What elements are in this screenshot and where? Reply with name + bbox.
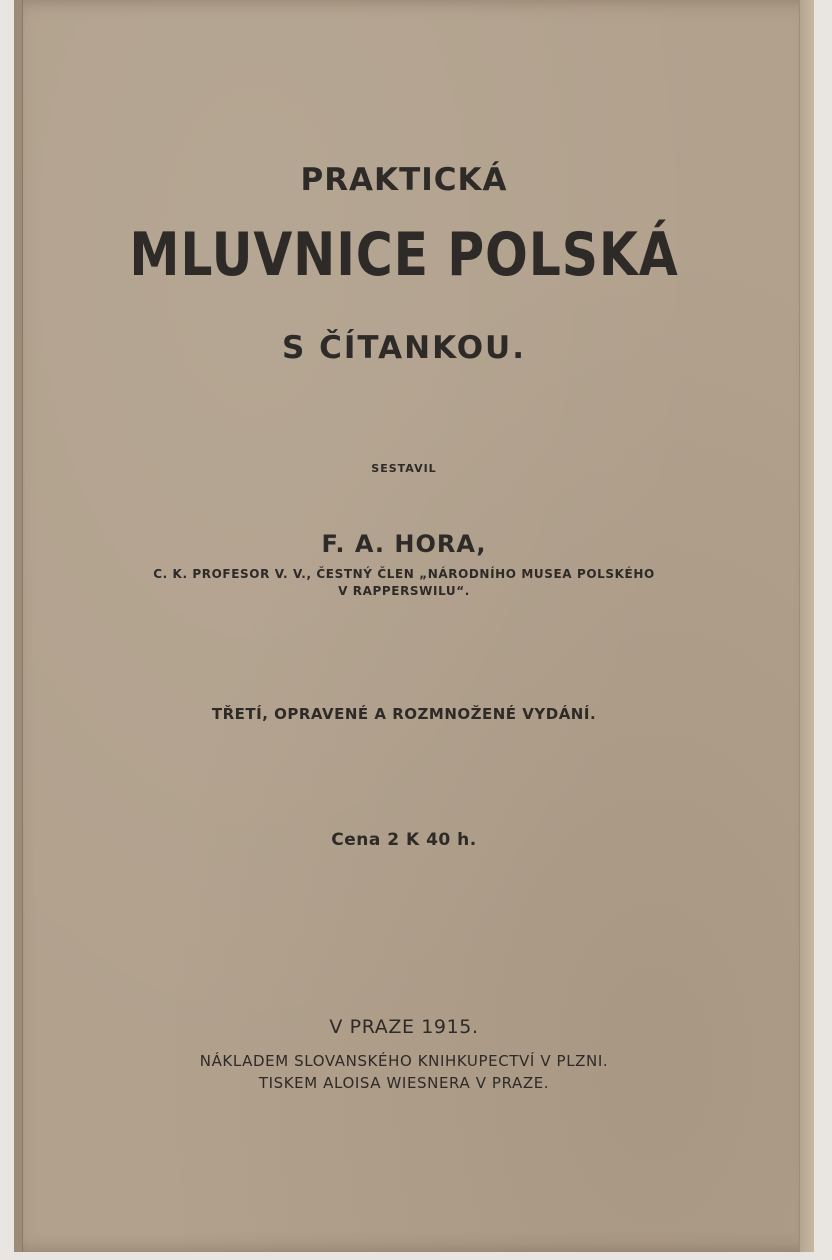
author-name: F. A. HORA, (321, 530, 487, 558)
subtitle: S ČÍTANKOU. (281, 330, 526, 366)
book-cover (14, 0, 814, 1252)
page-edge (799, 0, 814, 1252)
author-credential-line-2: V RAPPERSWILU“. (338, 584, 470, 598)
edition-statement: TŘETÍ, OPRAVENÉ A ROZMNOŽENÉ VYDÁNÍ. (211, 705, 597, 723)
main-title: MLUVNICE POLSKÁ (129, 220, 679, 290)
author-credential-line-1: C. K. PROFESOR V. V., ČESTNÝ ČLEN „NÁRODNÍHO MUSEA POLSKÉHO (153, 567, 655, 581)
title-line-1: PRAKTICKÁ (300, 162, 508, 198)
place-and-year: V PRAZE 1915. (329, 1016, 479, 1038)
publisher-line-1: NÁKLADEM SLOVANSKÉHO KNIHKUPECTVÍ V PLZNI. (199, 1052, 609, 1070)
price-label: Cena 2 K 40 h. (331, 830, 477, 850)
publisher-line-2: TISKEM ALOISA WIESNERA V PRAZE. (258, 1074, 550, 1092)
compiled-by-label: SESTAVIL (371, 462, 437, 475)
